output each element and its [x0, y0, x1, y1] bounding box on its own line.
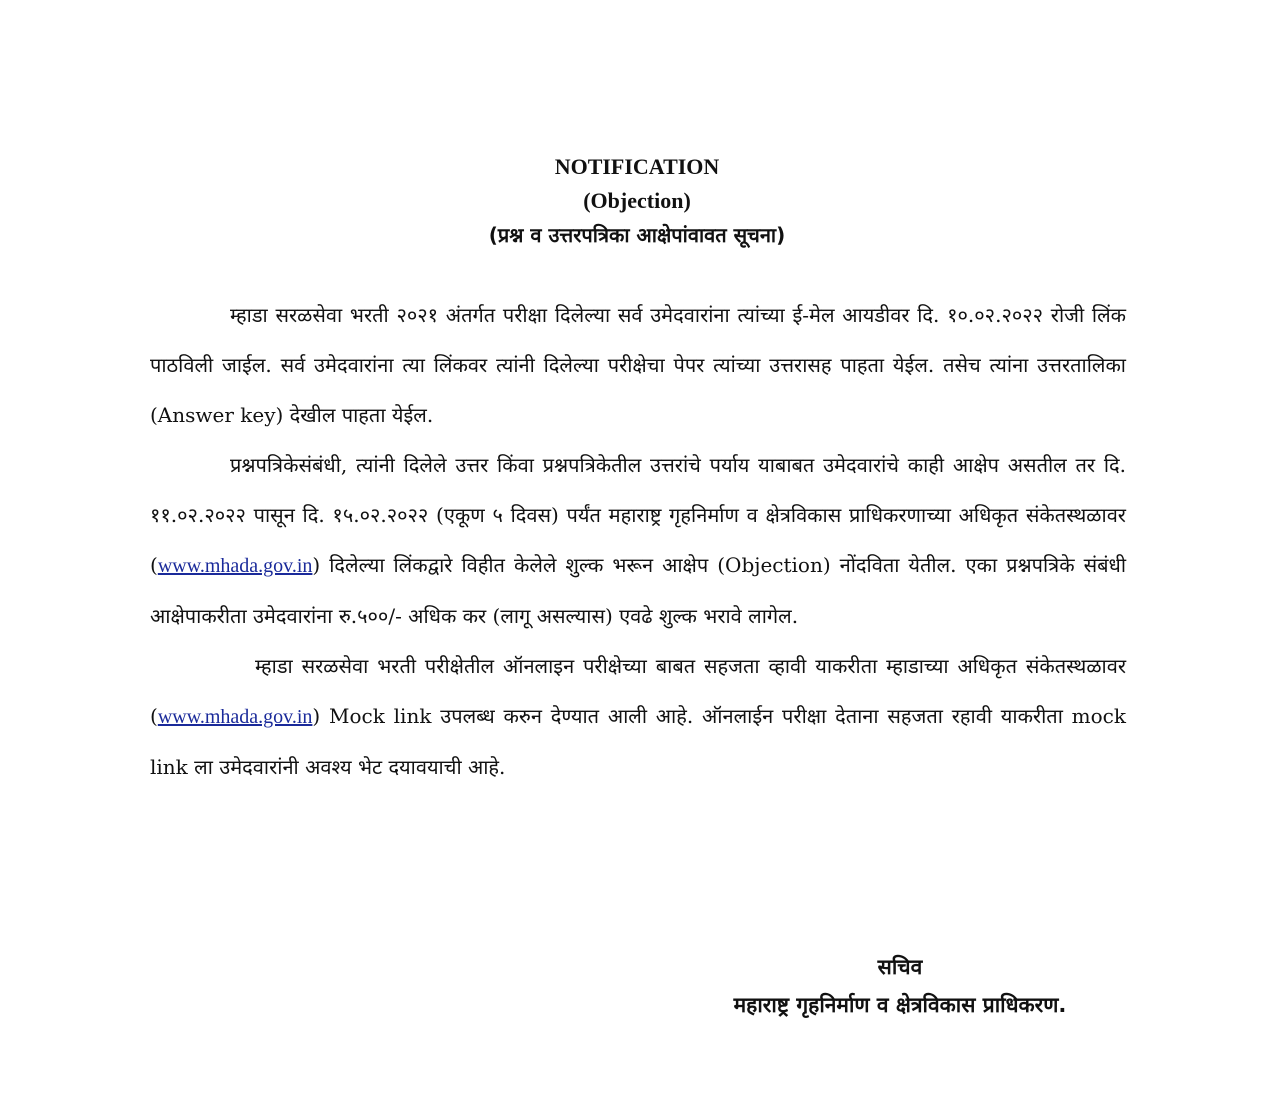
signature-organization: महाराष्ट्र गृहनिर्माण व क्षेत्रविकास प्राधिकरण. [733, 993, 1067, 1017]
signature-block [680, 948, 1120, 1024]
mhada-website-link-mock[interactable]: www.mhada.gov.in [157, 706, 313, 728]
paragraph-mock-text-1: म्हाडा सरळसेवा भरती परीक्षेतील ऑनलाइन परीक्षेच्या बाबत सहजता व्हावी याकरीता म्हाडाच्या अधिकृत संकेतस्थळावर ( [150, 654, 1126, 728]
paragraph-answer-key: म्हाडा सरळसेवा भरती २०२१ अंतर्गत परीक्षा दिलेल्या सर्व उमेदवारांना त्यांच्या ई-मेल आयडीवर दि. १०.०२.२०२२ रोजी लिंक पाठविली जाईल. सर्व उमेदवारांना त्या लिंकवर त्यांनी दिलेल्या परीक्षेचा पेपर त्यांच्या उत्तरासह पाहता येईल. तसेच त्यांना उत्तरतालिका (Answer key) देखील पाहता येईल. [150, 303, 1126, 427]
paragraph-objection-text-1: प्रश्नपत्रिकेसंबंधी, त्यांनी दिलेले उत्तर किंवा प्रश्नपत्रिकेतील उत्तरांचे पर्याय याबाबत उमेदवारांचे काही आक्षेप असतील तर दि. ११.०२.२०२२ पासून दि. १५.०२.२०२२ (एकूण ५ दिवस) पर्यंत महाराष्ट्र गृहनिर्माण व क्षेत्रविकास प्राधिकरणाच्या अधिकृत संकेतस्थळावर ( [150, 453, 1126, 577]
paragraph-mock-link [150, 641, 1126, 792]
mhada-website-link[interactable]: www.mhada.gov.in [157, 555, 313, 577]
signature-designation: सचिव [877, 955, 923, 979]
notification-marathi-subtitle: (प्रश्न व उत्तरपत्रिका आक्षेपांवावत सूचना) [488, 223, 786, 247]
notification-body [150, 290, 1126, 792]
paragraph-mock-text-2: ) Mock link उपलब्ध करुन देण्यात आली आहे. ऑनलाईन परीक्षा देताना सहजता रहावी याकरीता mock link ला उमेदवारांनी अवश्य भेट दयावयाची आहे. [150, 704, 1126, 779]
notification-title: NOTIFICATION [554, 154, 720, 179]
notification-header [0, 150, 1274, 252]
paragraph-objection [150, 440, 1126, 641]
notification-subtitle: (Objection) [583, 188, 691, 213]
paragraph-objection-text-2: ) दिलेल्या लिंकद्वारे विहीत केलेले शुल्क भरून आक्षेप (Objection) नोंदविता येतील. एका प्रश्नपत्रिके संबंधी आक्षेपाकरीता उमेदवारांना रु.५००/- अधिक कर (लागू असल्यास) एवढे शुल्क भरावे लागेल. [150, 553, 1126, 628]
